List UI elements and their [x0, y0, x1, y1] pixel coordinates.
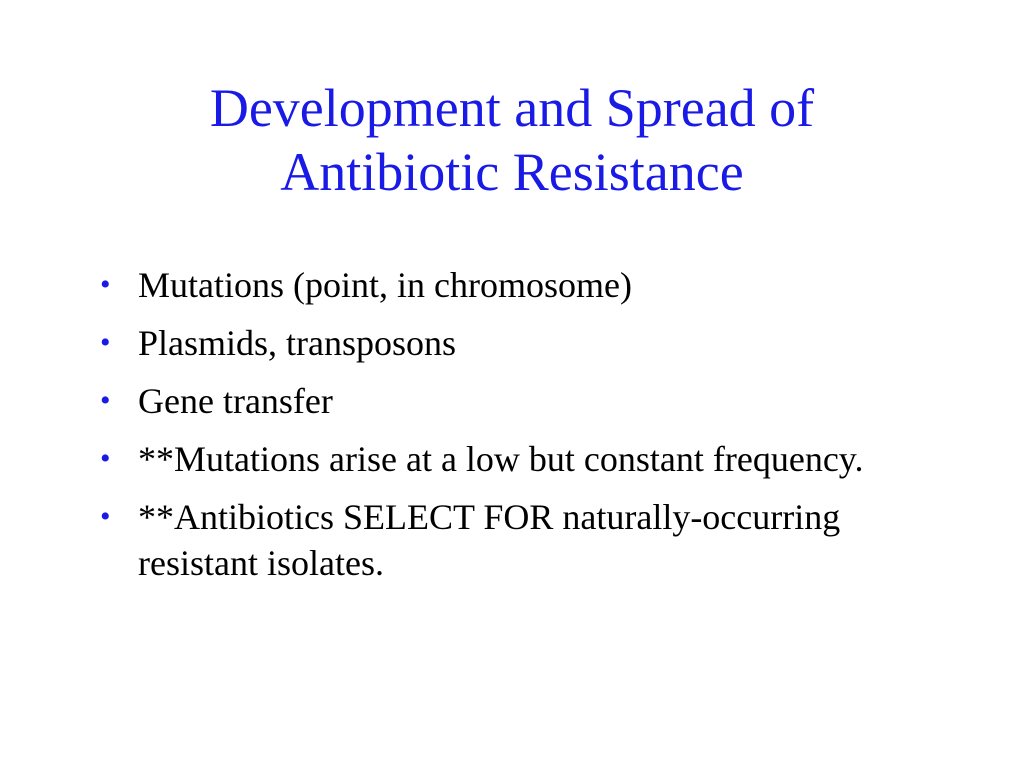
slide-title: [112, 76, 912, 204]
bullet-dot-icon: •: [100, 326, 111, 359]
bullet-text: Mutations (point, in chromosome): [138, 265, 632, 305]
bullet-dot-icon: •: [100, 442, 111, 475]
bullet-item-mutations: [100, 262, 900, 308]
title-line-1: Development and Spread of: [209, 78, 815, 138]
bullet-item-mutation-frequency: [100, 436, 900, 482]
bullet-item-gene-transfer: [100, 378, 900, 424]
bullet-dot-icon: •: [100, 500, 111, 533]
bullet-dot-icon: •: [100, 268, 111, 301]
bullet-text: Gene transfer: [138, 381, 333, 421]
bullet-text: Plasmids, transposons: [138, 323, 457, 363]
title-line-2: Antibiotic Resistance: [280, 142, 744, 202]
bullet-list: [100, 262, 900, 598]
bullet-text: **Mutations arise at a low but constant frequency.: [138, 439, 864, 479]
bullet-dot-icon: •: [100, 384, 111, 417]
bullet-item-antibiotic-selection: [100, 494, 900, 586]
bullet-item-plasmids: [100, 320, 900, 366]
bullet-text: **Antibiotics SELECT FOR naturally-occurring resistant isolates.: [138, 497, 841, 583]
